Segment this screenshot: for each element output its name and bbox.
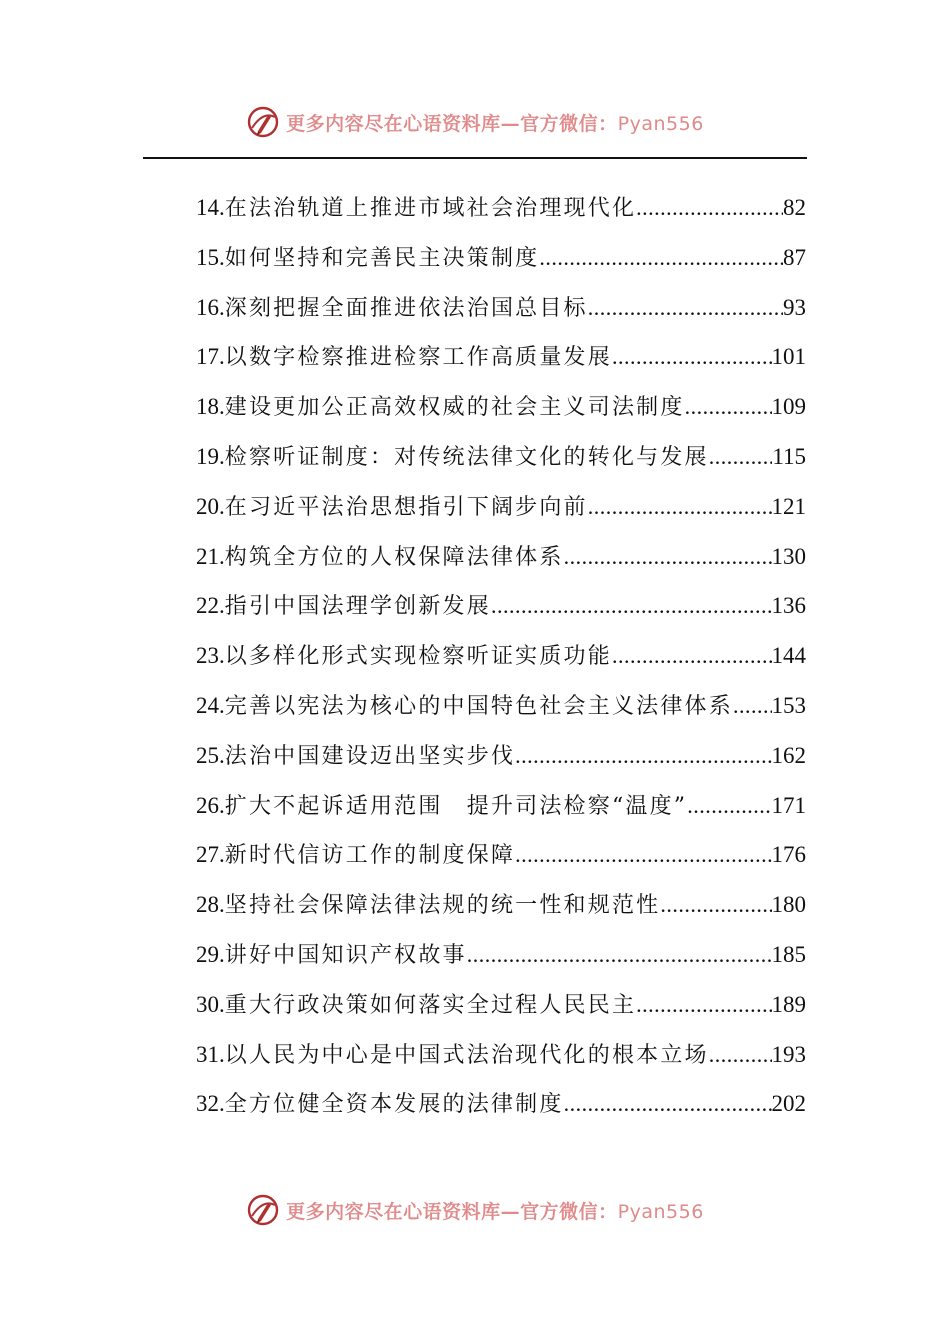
toc-dot-leader <box>588 290 783 326</box>
toc-dot-leader <box>612 638 772 674</box>
toc-entry-title: 以数字检察推进检察工作高质量发展 <box>224 345 612 371</box>
toc-dot-leader <box>491 588 772 624</box>
toc-dot-leader <box>539 240 783 276</box>
toc-entry-number: 14. <box>196 195 225 220</box>
toc-entry-title: 建设更加公正高效权威的社会主义司法制度 <box>224 395 685 421</box>
toc-entry-title: 新时代信访工作的制度保障 <box>224 843 516 869</box>
toc-entry-number: 30. <box>196 991 225 1017</box>
toc-entry-number: 22. <box>196 593 225 619</box>
toc-entry-title: 如何坚持和完善民主决策制度 <box>224 245 540 271</box>
header-banner-content <box>246 105 704 139</box>
footer-banner-label: 更多内容尽在心语资料库—官方微信： <box>286 1200 618 1223</box>
toc-entry-number: 19. <box>196 443 225 469</box>
toc-entry[interactable] <box>196 887 806 937</box>
toc-entry-page-number: 171 <box>771 792 806 818</box>
toc-entry-number: 32. <box>196 1091 225 1117</box>
toc-entry-page-number: 130 <box>771 543 806 569</box>
footer-banner <box>0 1190 950 1230</box>
toc-entry-page-number: 176 <box>771 842 806 868</box>
toc-entry[interactable] <box>196 788 806 838</box>
toc-dot-leader <box>733 688 772 724</box>
toc-entry[interactable] <box>196 738 806 788</box>
toc-entry-number: 25. <box>196 742 225 768</box>
toc-entry-title: 坚持社会保障法律法规的统一性和规范性 <box>224 893 661 919</box>
toc-entry[interactable] <box>196 937 806 987</box>
toc-entry-number: 21. <box>196 543 225 569</box>
toc-entry-title: 讲好中国知识产权故事 <box>224 942 467 968</box>
toc-entry[interactable] <box>196 539 806 589</box>
toc-entry-number: 31. <box>196 1041 225 1067</box>
toc-entry[interactable] <box>196 290 806 340</box>
toc-entry-title: 深刻把握全面推进依法治国总目标 <box>224 295 588 321</box>
toc-dot-leader <box>709 439 773 475</box>
toc-dot-leader <box>636 987 771 1023</box>
toc-dot-leader <box>564 539 772 575</box>
toc-entry-number: 17. <box>196 344 225 370</box>
toc-entry-page-number: 189 <box>771 991 806 1017</box>
footer-banner-content <box>246 1193 704 1227</box>
toc-entry-title: 以人民为中心是中国式法治现代化的根本立场 <box>224 1042 709 1068</box>
toc-dot-leader <box>564 1086 772 1122</box>
footer-banner-text <box>286 1197 704 1224</box>
toc-entry[interactable] <box>196 489 806 539</box>
toc-entry-page-number: 202 <box>771 1091 806 1117</box>
toc-dot-leader <box>515 738 771 774</box>
toc-dot-leader <box>612 339 772 375</box>
table-of-contents <box>196 190 806 1136</box>
toc-dot-leader <box>467 937 772 973</box>
toc-dot-leader <box>687 788 771 824</box>
toc-dot-leader <box>515 837 771 873</box>
toc-dot-leader <box>636 190 783 226</box>
toc-entry-title: 构筑全方位的人权保障法律体系 <box>224 544 564 570</box>
toc-entry[interactable] <box>196 987 806 1037</box>
toc-entry-title: 检察听证制度：对传统法律文化的转化与发展 <box>224 444 709 470</box>
toc-entry-page-number: 193 <box>771 1041 806 1067</box>
header-wechat-id: Pyan556 <box>617 112 704 135</box>
toc-entry[interactable] <box>196 638 806 688</box>
toc-entry-title: 扩大不起诉适用范围 提升司法检察“温度” <box>224 793 688 819</box>
toc-entry-page-number: 162 <box>771 742 806 768</box>
toc-entry[interactable] <box>196 1037 806 1087</box>
toc-entry-title: 重大行政决策如何落实全过程人民民主 <box>224 992 637 1018</box>
toc-entry[interactable] <box>196 339 806 389</box>
toc-entry-page-number: 185 <box>771 941 806 967</box>
header-banner <box>0 102 950 142</box>
toc-entry[interactable] <box>196 190 806 240</box>
toc-entry[interactable] <box>196 439 806 489</box>
toc-entry-number: 24. <box>196 692 225 718</box>
toc-entry[interactable] <box>196 588 806 638</box>
pen-logo-icon <box>246 105 280 139</box>
toc-entry-page-number: 109 <box>771 394 806 420</box>
toc-entry-number: 26. <box>196 792 225 818</box>
header-banner-text <box>286 109 704 136</box>
toc-entry-page-number: 115 <box>772 443 806 469</box>
toc-entry-number: 20. <box>196 493 225 519</box>
toc-entry[interactable] <box>196 389 806 439</box>
toc-entry-number: 28. <box>196 892 225 918</box>
toc-entry-number: 29. <box>196 941 225 967</box>
footer-wechat-id: Pyan556 <box>617 1200 704 1223</box>
toc-entry-page-number: 82 <box>783 195 806 220</box>
toc-entry-title: 指引中国法理学创新发展 <box>224 594 491 620</box>
toc-dot-leader <box>660 887 771 923</box>
header-divider <box>143 157 807 159</box>
toc-entry-title: 以多样化形式实现检察听证实质功能 <box>224 644 612 670</box>
toc-entry-title: 完善以宪法为核心的中国特色社会主义法律体系 <box>224 693 733 719</box>
toc-entry[interactable] <box>196 1086 806 1136</box>
toc-entry-page-number: 144 <box>771 643 806 669</box>
toc-dot-leader <box>709 1037 772 1073</box>
toc-entry-number: 27. <box>196 842 225 868</box>
toc-entry-number: 15. <box>196 244 225 270</box>
toc-entry-title: 在习近平法治思想指引下阔步向前 <box>224 494 588 520</box>
toc-entry[interactable] <box>196 240 806 290</box>
toc-entry-number: 16. <box>196 294 225 320</box>
toc-entry-title: 全方位健全资本发展的法律制度 <box>224 1092 564 1118</box>
toc-entry-page-number: 136 <box>771 593 806 619</box>
toc-entry[interactable] <box>196 837 806 887</box>
toc-dot-leader <box>588 489 772 525</box>
toc-entry-page-number: 180 <box>771 892 806 918</box>
toc-entry-page-number: 153 <box>771 692 806 718</box>
toc-entry-title: 法治中国建设迈出坚实步伐 <box>224 743 516 769</box>
toc-entry-page-number: 121 <box>771 493 806 519</box>
toc-dot-leader <box>685 389 772 425</box>
pen-logo-icon <box>246 1193 280 1227</box>
toc-entry-page-number: 87 <box>783 244 806 270</box>
toc-entry-number: 18. <box>196 394 225 420</box>
header-banner-label: 更多内容尽在心语资料库—官方微信： <box>286 112 618 135</box>
toc-entry-page-number: 93 <box>783 294 806 320</box>
toc-entry-page-number: 101 <box>771 344 806 370</box>
toc-entry[interactable] <box>196 688 806 738</box>
toc-entry-title: 在法治轨道上推进市域社会治理现代化 <box>224 196 637 221</box>
toc-entry-number: 23. <box>196 643 225 669</box>
